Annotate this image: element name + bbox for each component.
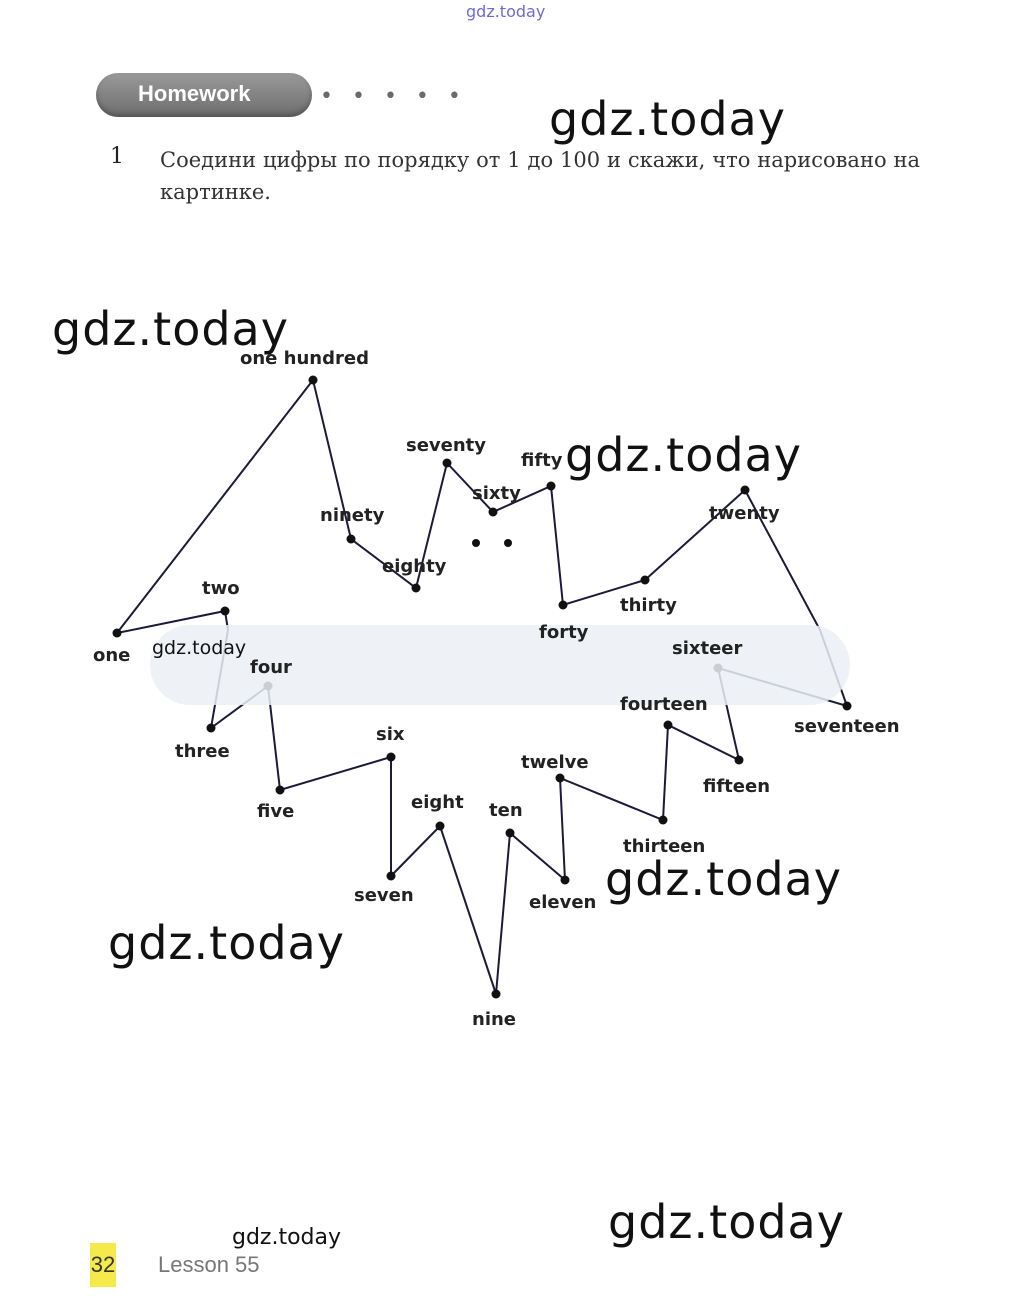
label-one: one bbox=[93, 645, 131, 666]
watermark-top: gdz.today bbox=[466, 2, 546, 21]
label-ninety: ninety bbox=[320, 505, 385, 526]
point-thirteen bbox=[659, 816, 668, 825]
point-eight bbox=[436, 822, 445, 831]
label-fourteen: fourteen bbox=[620, 694, 708, 715]
point-two bbox=[221, 607, 230, 616]
label-one-hundred: one hundred bbox=[240, 348, 369, 369]
point-six bbox=[387, 753, 396, 762]
label-four: four bbox=[250, 657, 292, 678]
page-number: 32 bbox=[90, 1243, 116, 1287]
exercise-number: 1 bbox=[110, 144, 124, 169]
watermark: gdz.today bbox=[608, 1195, 845, 1249]
watermark: gdz.today bbox=[605, 852, 842, 906]
label-forty: forty bbox=[539, 622, 589, 643]
watermark: gdz.today bbox=[232, 1225, 342, 1250]
label-sixteen: sixteer bbox=[672, 638, 743, 659]
label-two: two bbox=[202, 578, 240, 599]
watermark: gdz.today bbox=[108, 916, 345, 970]
label-sixty: sixty bbox=[472, 483, 521, 504]
point-thirty bbox=[641, 576, 650, 585]
label-five: five bbox=[257, 801, 295, 822]
lesson-title: Lesson 55 bbox=[158, 1252, 260, 1277]
point-fifty bbox=[547, 482, 556, 491]
label-fifteen: fifteen bbox=[703, 776, 771, 797]
point-seventy bbox=[443, 459, 452, 468]
label-fifty: fifty bbox=[521, 450, 563, 471]
point-ten bbox=[506, 829, 515, 838]
point-one-hundred bbox=[309, 376, 318, 385]
point-seven bbox=[387, 872, 396, 881]
point-nine bbox=[492, 990, 501, 999]
label-three: three bbox=[175, 741, 230, 762]
watermark: gdz.today bbox=[565, 428, 802, 482]
label-ten: ten bbox=[489, 800, 523, 821]
bat-eye-right bbox=[504, 539, 512, 547]
label-twelve: twelve bbox=[521, 752, 589, 773]
label-seventeen: seventeen bbox=[794, 716, 900, 737]
label-twenty: twenty bbox=[709, 503, 780, 524]
point-eighty bbox=[412, 584, 421, 593]
homework-tab-label: Homework bbox=[138, 81, 251, 106]
label-nine: nine bbox=[472, 1009, 517, 1030]
decorative-dots: • • • • • bbox=[320, 84, 467, 109]
label-eight: eight bbox=[411, 792, 464, 813]
point-ninety bbox=[347, 535, 356, 544]
watermark: gdz.today bbox=[52, 302, 289, 356]
label-eighty: eighty bbox=[382, 556, 447, 577]
point-eleven bbox=[561, 876, 570, 885]
label-thirty: thirty bbox=[620, 595, 677, 616]
point-fourteen bbox=[664, 721, 673, 730]
label-seventy: seventy bbox=[406, 435, 487, 456]
exercise-text: Соедини цифры по порядку от 1 до 100 и скажи, что нарисовано на картинке. bbox=[160, 148, 920, 204]
point-one bbox=[113, 629, 122, 638]
point-sixty bbox=[489, 508, 498, 517]
point-twelve bbox=[556, 774, 565, 783]
watermark: gdz.today bbox=[549, 92, 786, 146]
label-thirteen: thirteen bbox=[623, 836, 706, 857]
bat-eye-left bbox=[472, 539, 480, 547]
point-five bbox=[276, 786, 285, 795]
point-seventeen bbox=[843, 702, 852, 711]
point-three bbox=[207, 724, 216, 733]
label-seven: seven bbox=[354, 885, 414, 906]
label-six: six bbox=[376, 724, 405, 745]
watermark: gdz.today bbox=[152, 637, 247, 659]
point-forty bbox=[559, 601, 568, 610]
label-eleven: eleven bbox=[529, 892, 597, 913]
point-twenty bbox=[741, 486, 750, 495]
point-fifteen bbox=[735, 756, 744, 765]
